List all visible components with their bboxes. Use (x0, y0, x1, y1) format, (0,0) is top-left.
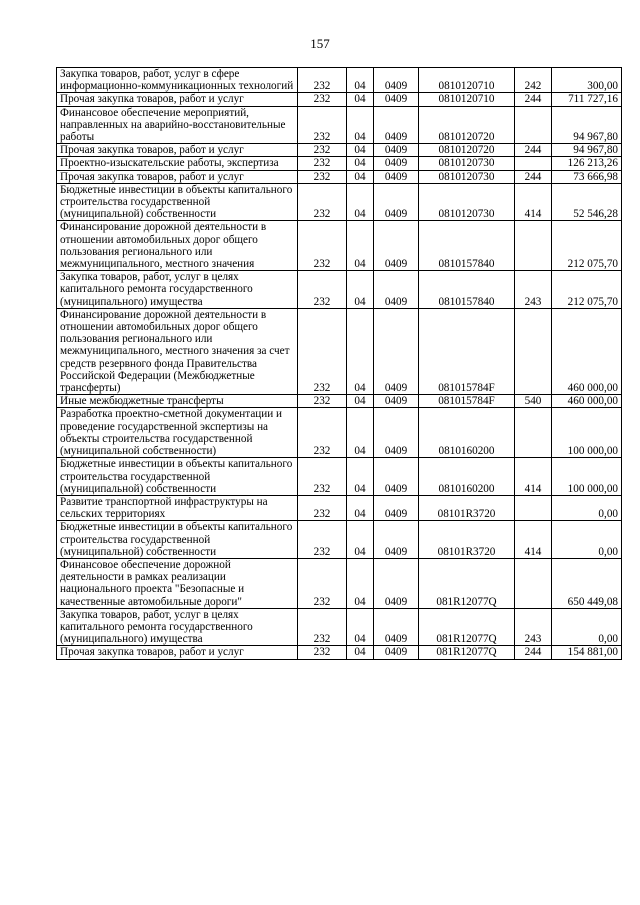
row-grbs-cell: 232 (298, 395, 347, 408)
row-expense-type-cell: 414 (515, 521, 552, 559)
row-amount-cell: 126 213,26 (552, 157, 622, 170)
row-target-article-cell: 081R12077Q (419, 558, 515, 608)
row-section-cell: 04 (347, 646, 374, 659)
table-row (57, 221, 622, 271)
row-amount-cell: 711 727,16 (552, 93, 622, 106)
table-row (57, 408, 622, 458)
row-subsection-cell: 0409 (374, 170, 419, 183)
row-name-cell: Закупка товаров, работ, услуг в целях капитального ремонта государственного (муниципального) имущества (57, 271, 298, 309)
row-target-article-cell: 0810120730 (419, 183, 515, 221)
row-section-cell: 04 (347, 395, 374, 408)
row-subsection-cell: 0409 (374, 558, 419, 608)
row-section-cell: 04 (347, 170, 374, 183)
row-expense-type-cell (515, 157, 552, 170)
table-row (57, 608, 622, 646)
row-section-cell: 04 (347, 308, 374, 394)
row-grbs-cell: 232 (298, 495, 347, 520)
row-grbs-cell: 232 (298, 408, 347, 458)
budget-table-body (57, 68, 622, 660)
table-row (57, 157, 622, 170)
row-expense-type-cell (515, 106, 552, 144)
row-grbs-cell: 232 (298, 646, 347, 659)
row-target-article-cell: 0810120720 (419, 106, 515, 144)
row-grbs-cell: 232 (298, 170, 347, 183)
row-subsection-cell: 0409 (374, 93, 419, 106)
row-amount-cell: 650 449,08 (552, 558, 622, 608)
row-name-cell: Закупка товаров, работ, услуг в сфере информационно-коммуникационных технологий (57, 68, 298, 93)
row-section-cell: 04 (347, 157, 374, 170)
table-row (57, 495, 622, 520)
row-grbs-cell: 232 (298, 93, 347, 106)
row-subsection-cell: 0409 (374, 521, 419, 559)
row-amount-cell: 100 000,00 (552, 408, 622, 458)
row-subsection-cell: 0409 (374, 221, 419, 271)
row-subsection-cell: 0409 (374, 68, 419, 93)
row-target-article-cell: 081015784F (419, 395, 515, 408)
row-target-article-cell: 0810157840 (419, 221, 515, 271)
page-number: 157 (310, 36, 330, 51)
table-row (57, 68, 622, 93)
row-grbs-cell: 232 (298, 144, 347, 157)
row-amount-cell: 100 000,00 (552, 458, 622, 496)
row-grbs-cell: 232 (298, 271, 347, 309)
row-amount-cell: 0,00 (552, 495, 622, 520)
row-name-cell: Прочая закупка товаров, работ и услуг (57, 170, 298, 183)
row-grbs-cell: 232 (298, 458, 347, 496)
row-expense-type-cell: 242 (515, 68, 552, 93)
row-section-cell: 04 (347, 68, 374, 93)
row-target-article-cell: 0810120720 (419, 144, 515, 157)
table-row (57, 458, 622, 496)
row-target-article-cell: 0810120730 (419, 157, 515, 170)
row-amount-cell: 300,00 (552, 68, 622, 93)
row-name-cell: Прочая закупка товаров, работ и услуг (57, 144, 298, 157)
table-row (57, 93, 622, 106)
table-row (57, 521, 622, 559)
table-row (57, 271, 622, 309)
row-subsection-cell: 0409 (374, 106, 419, 144)
row-amount-cell: 460 000,00 (552, 308, 622, 394)
budget-table (56, 67, 622, 660)
row-amount-cell: 73 666,98 (552, 170, 622, 183)
table-row (57, 144, 622, 157)
table-row (57, 106, 622, 144)
row-subsection-cell: 0409 (374, 608, 419, 646)
row-subsection-cell: 0409 (374, 458, 419, 496)
row-amount-cell: 212 075,70 (552, 221, 622, 271)
row-grbs-cell: 232 (298, 183, 347, 221)
row-subsection-cell: 0409 (374, 183, 419, 221)
row-name-cell: Проектно-изыскательские работы, экспертиза (57, 157, 298, 170)
row-subsection-cell: 0409 (374, 408, 419, 458)
row-grbs-cell: 232 (298, 608, 347, 646)
row-section-cell: 04 (347, 458, 374, 496)
row-name-cell: Прочая закупка товаров, работ и услуг (57, 93, 298, 106)
row-target-article-cell: 0810120710 (419, 93, 515, 106)
row-amount-cell: 94 967,80 (552, 106, 622, 144)
row-expense-type-cell (515, 308, 552, 394)
row-name-cell: Разработка проектно-сметной документации и проведение государственной экспертизы на объекты строительства государственной (муниципальной собственности) (57, 408, 298, 458)
row-target-article-cell: 0810160200 (419, 458, 515, 496)
row-name-cell: Бюджетные инвестиции в объекты капитального строительства государственной (муниципальной) собственности (57, 521, 298, 559)
row-grbs-cell: 232 (298, 106, 347, 144)
table-row (57, 183, 622, 221)
row-expense-type-cell (515, 558, 552, 608)
row-grbs-cell: 232 (298, 558, 347, 608)
row-expense-type-cell: 414 (515, 183, 552, 221)
row-expense-type-cell: 243 (515, 271, 552, 309)
row-name-cell: Закупка товаров, работ, услуг в целях капитального ремонта государственного (муниципального) имущества (57, 608, 298, 646)
row-amount-cell: 0,00 (552, 608, 622, 646)
row-name-cell: Финансовое обеспечение мероприятий, направленных на аварийно-восстановительные работы (57, 106, 298, 144)
table-row (57, 395, 622, 408)
row-target-article-cell: 081015784F (419, 308, 515, 394)
row-expense-type-cell: 244 (515, 93, 552, 106)
row-amount-cell: 94 967,80 (552, 144, 622, 157)
table-row (57, 308, 622, 394)
row-section-cell: 04 (347, 183, 374, 221)
row-name-cell: Финансирование дорожной деятельности в отношении автомобильных дорог общего пользования регионального или межмуниципального, местного значения (57, 221, 298, 271)
row-grbs-cell: 232 (298, 308, 347, 394)
row-section-cell: 04 (347, 93, 374, 106)
row-target-article-cell: 0810120710 (419, 68, 515, 93)
table-row (57, 646, 622, 659)
row-subsection-cell: 0409 (374, 271, 419, 309)
row-name-cell: Бюджетные инвестиции в объекты капитального строительства государственной (муниципальной) собственности (57, 458, 298, 496)
row-grbs-cell: 232 (298, 157, 347, 170)
row-section-cell: 04 (347, 495, 374, 520)
row-subsection-cell: 0409 (374, 646, 419, 659)
row-section-cell: 04 (347, 106, 374, 144)
table-row (57, 558, 622, 608)
row-name-cell: Финансовое обеспечение дорожной деятельности в рамках реализации национального проекта "Безопасные и качественные автомобильные дороги" (57, 558, 298, 608)
row-amount-cell: 460 000,00 (552, 395, 622, 408)
row-section-cell: 04 (347, 521, 374, 559)
row-subsection-cell: 0409 (374, 495, 419, 520)
row-section-cell: 04 (347, 558, 374, 608)
row-subsection-cell: 0409 (374, 144, 419, 157)
row-target-article-cell: 08101R3720 (419, 495, 515, 520)
row-section-cell: 04 (347, 271, 374, 309)
row-target-article-cell: 0810160200 (419, 408, 515, 458)
row-grbs-cell: 232 (298, 521, 347, 559)
row-subsection-cell: 0409 (374, 157, 419, 170)
row-section-cell: 04 (347, 408, 374, 458)
row-name-cell: Прочая закупка товаров, работ и услуг (57, 646, 298, 659)
row-section-cell: 04 (347, 144, 374, 157)
row-target-article-cell: 08101R3720 (419, 521, 515, 559)
row-amount-cell: 154 881,00 (552, 646, 622, 659)
row-expense-type-cell: 243 (515, 608, 552, 646)
row-name-cell: Иные межбюджетные трансферты (57, 395, 298, 408)
row-target-article-cell: 0810120730 (419, 170, 515, 183)
row-section-cell: 04 (347, 608, 374, 646)
row-subsection-cell: 0409 (374, 395, 419, 408)
row-expense-type-cell (515, 495, 552, 520)
row-expense-type-cell: 414 (515, 458, 552, 496)
row-amount-cell: 212 075,70 (552, 271, 622, 309)
row-expense-type-cell: 244 (515, 144, 552, 157)
row-target-article-cell: 0810157840 (419, 271, 515, 309)
row-expense-type-cell: 244 (515, 646, 552, 659)
row-name-cell: Финансирование дорожной деятельности в отношении автомобильных дорог общего пользования регионального или межмуниципального, местного значения за счет средств резервного фонда Правительства Российской Федерации (Межбюджетные трансферты) (57, 308, 298, 394)
row-amount-cell: 52 546,28 (552, 183, 622, 221)
row-target-article-cell: 081R12077Q (419, 608, 515, 646)
row-subsection-cell: 0409 (374, 308, 419, 394)
row-name-cell: Развитие транспортной инфраструктуры на сельских территориях (57, 495, 298, 520)
row-grbs-cell: 232 (298, 221, 347, 271)
row-expense-type-cell: 244 (515, 170, 552, 183)
table-row (57, 170, 622, 183)
row-expense-type-cell (515, 221, 552, 271)
row-amount-cell: 0,00 (552, 521, 622, 559)
row-section-cell: 04 (347, 221, 374, 271)
row-grbs-cell: 232 (298, 68, 347, 93)
row-expense-type-cell: 540 (515, 395, 552, 408)
row-target-article-cell: 081R12077Q (419, 646, 515, 659)
row-name-cell: Бюджетные инвестиции в объекты капитального строительства государственной (муниципальной) собственности (57, 183, 298, 221)
row-expense-type-cell (515, 408, 552, 458)
